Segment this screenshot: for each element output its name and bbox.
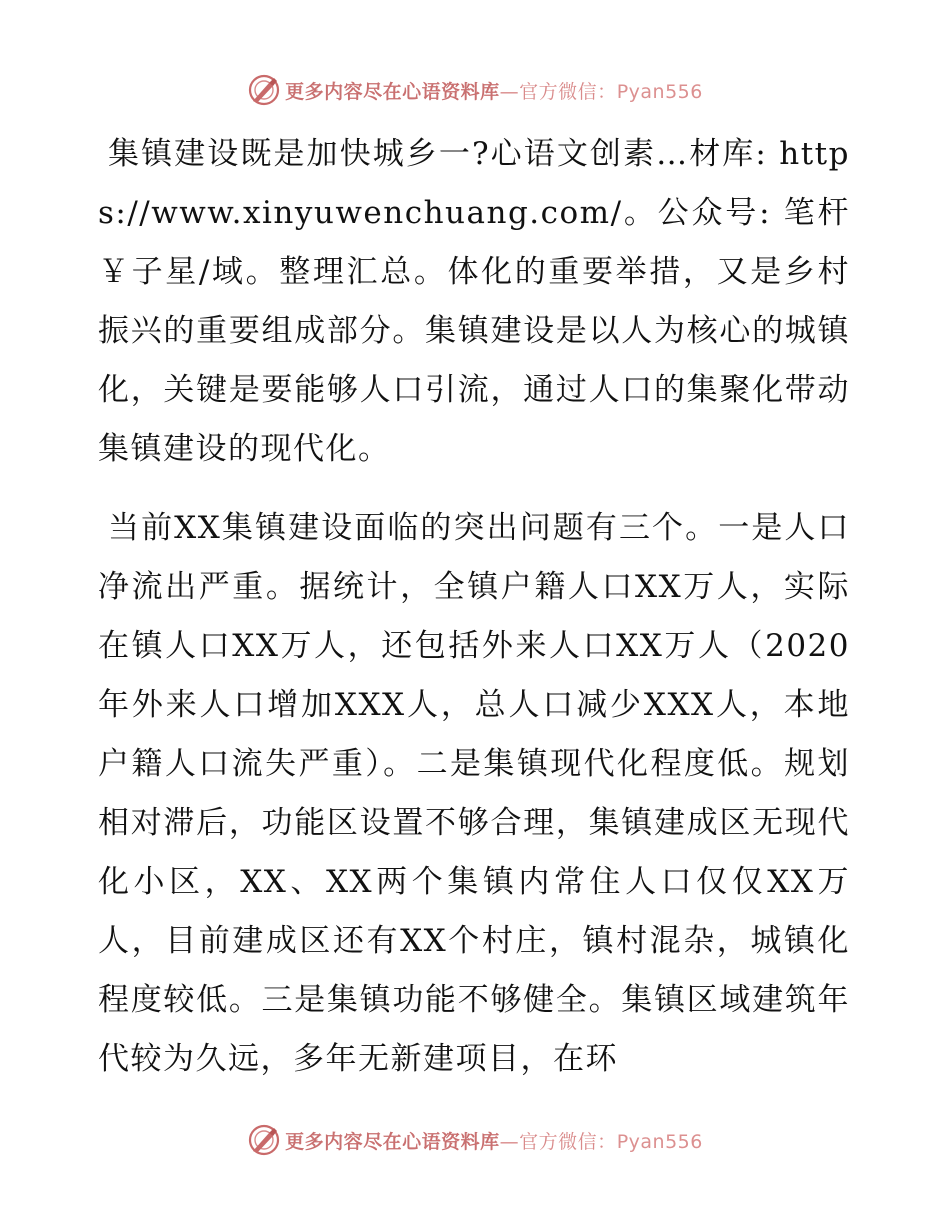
watermark-brand: 更多内容尽在心语资料库 xyxy=(285,1130,500,1153)
pen-logo-icon xyxy=(247,73,281,107)
watermark-brand: 更多内容尽在心语资料库 xyxy=(285,80,500,103)
watermark-account: Pyan556 xyxy=(616,1130,703,1153)
header-watermark xyxy=(0,70,950,110)
footer-watermark xyxy=(0,1120,950,1160)
watermark-separator: — xyxy=(499,80,520,103)
document-body xyxy=(98,125,850,1089)
pen-logo-icon xyxy=(247,1123,281,1157)
watermark-separator: — xyxy=(499,1130,520,1153)
paragraph-1: 集镇建设既是加快城乡一?心语文创素…材库: https://www.xinyuwenchuang.com/。公众号: 笔杆￥子星/域。整理汇总。体化的重要举措，又是乡村振兴的重要组成部分。集镇建设是以人为核心的城镇化，关键是要能够人口引流，通过人口的集聚化带动集镇建设的现代化。 xyxy=(98,136,850,467)
paragraph-2: 当前XX集镇建设面临的突出问题有三个。一是人口净流出严重。据统计，全镇户籍人口XX万人，实际在镇人口XX万人，还包括外来人口XX万人（2020年外来人口增加XXX人，总人口减少XXX人，本地户籍人口流失严重）。二是集镇现代化程度低。规划相对滞后，功能区设置不够合理，集镇建成区无现代化小区，XX、XX两个集镇内常住人口仅仅XX万人，目前建成区还有XX个村庄，镇村混杂，城镇化程度较低。三是集镇功能不够健全。集镇区域建筑年代较为久远，多年无新建项目，在环 xyxy=(98,510,850,1077)
watermark-label: 官方微信： xyxy=(519,80,617,103)
watermark-account: Pyan556 xyxy=(616,80,703,103)
watermark-label: 官方微信： xyxy=(519,1130,617,1153)
